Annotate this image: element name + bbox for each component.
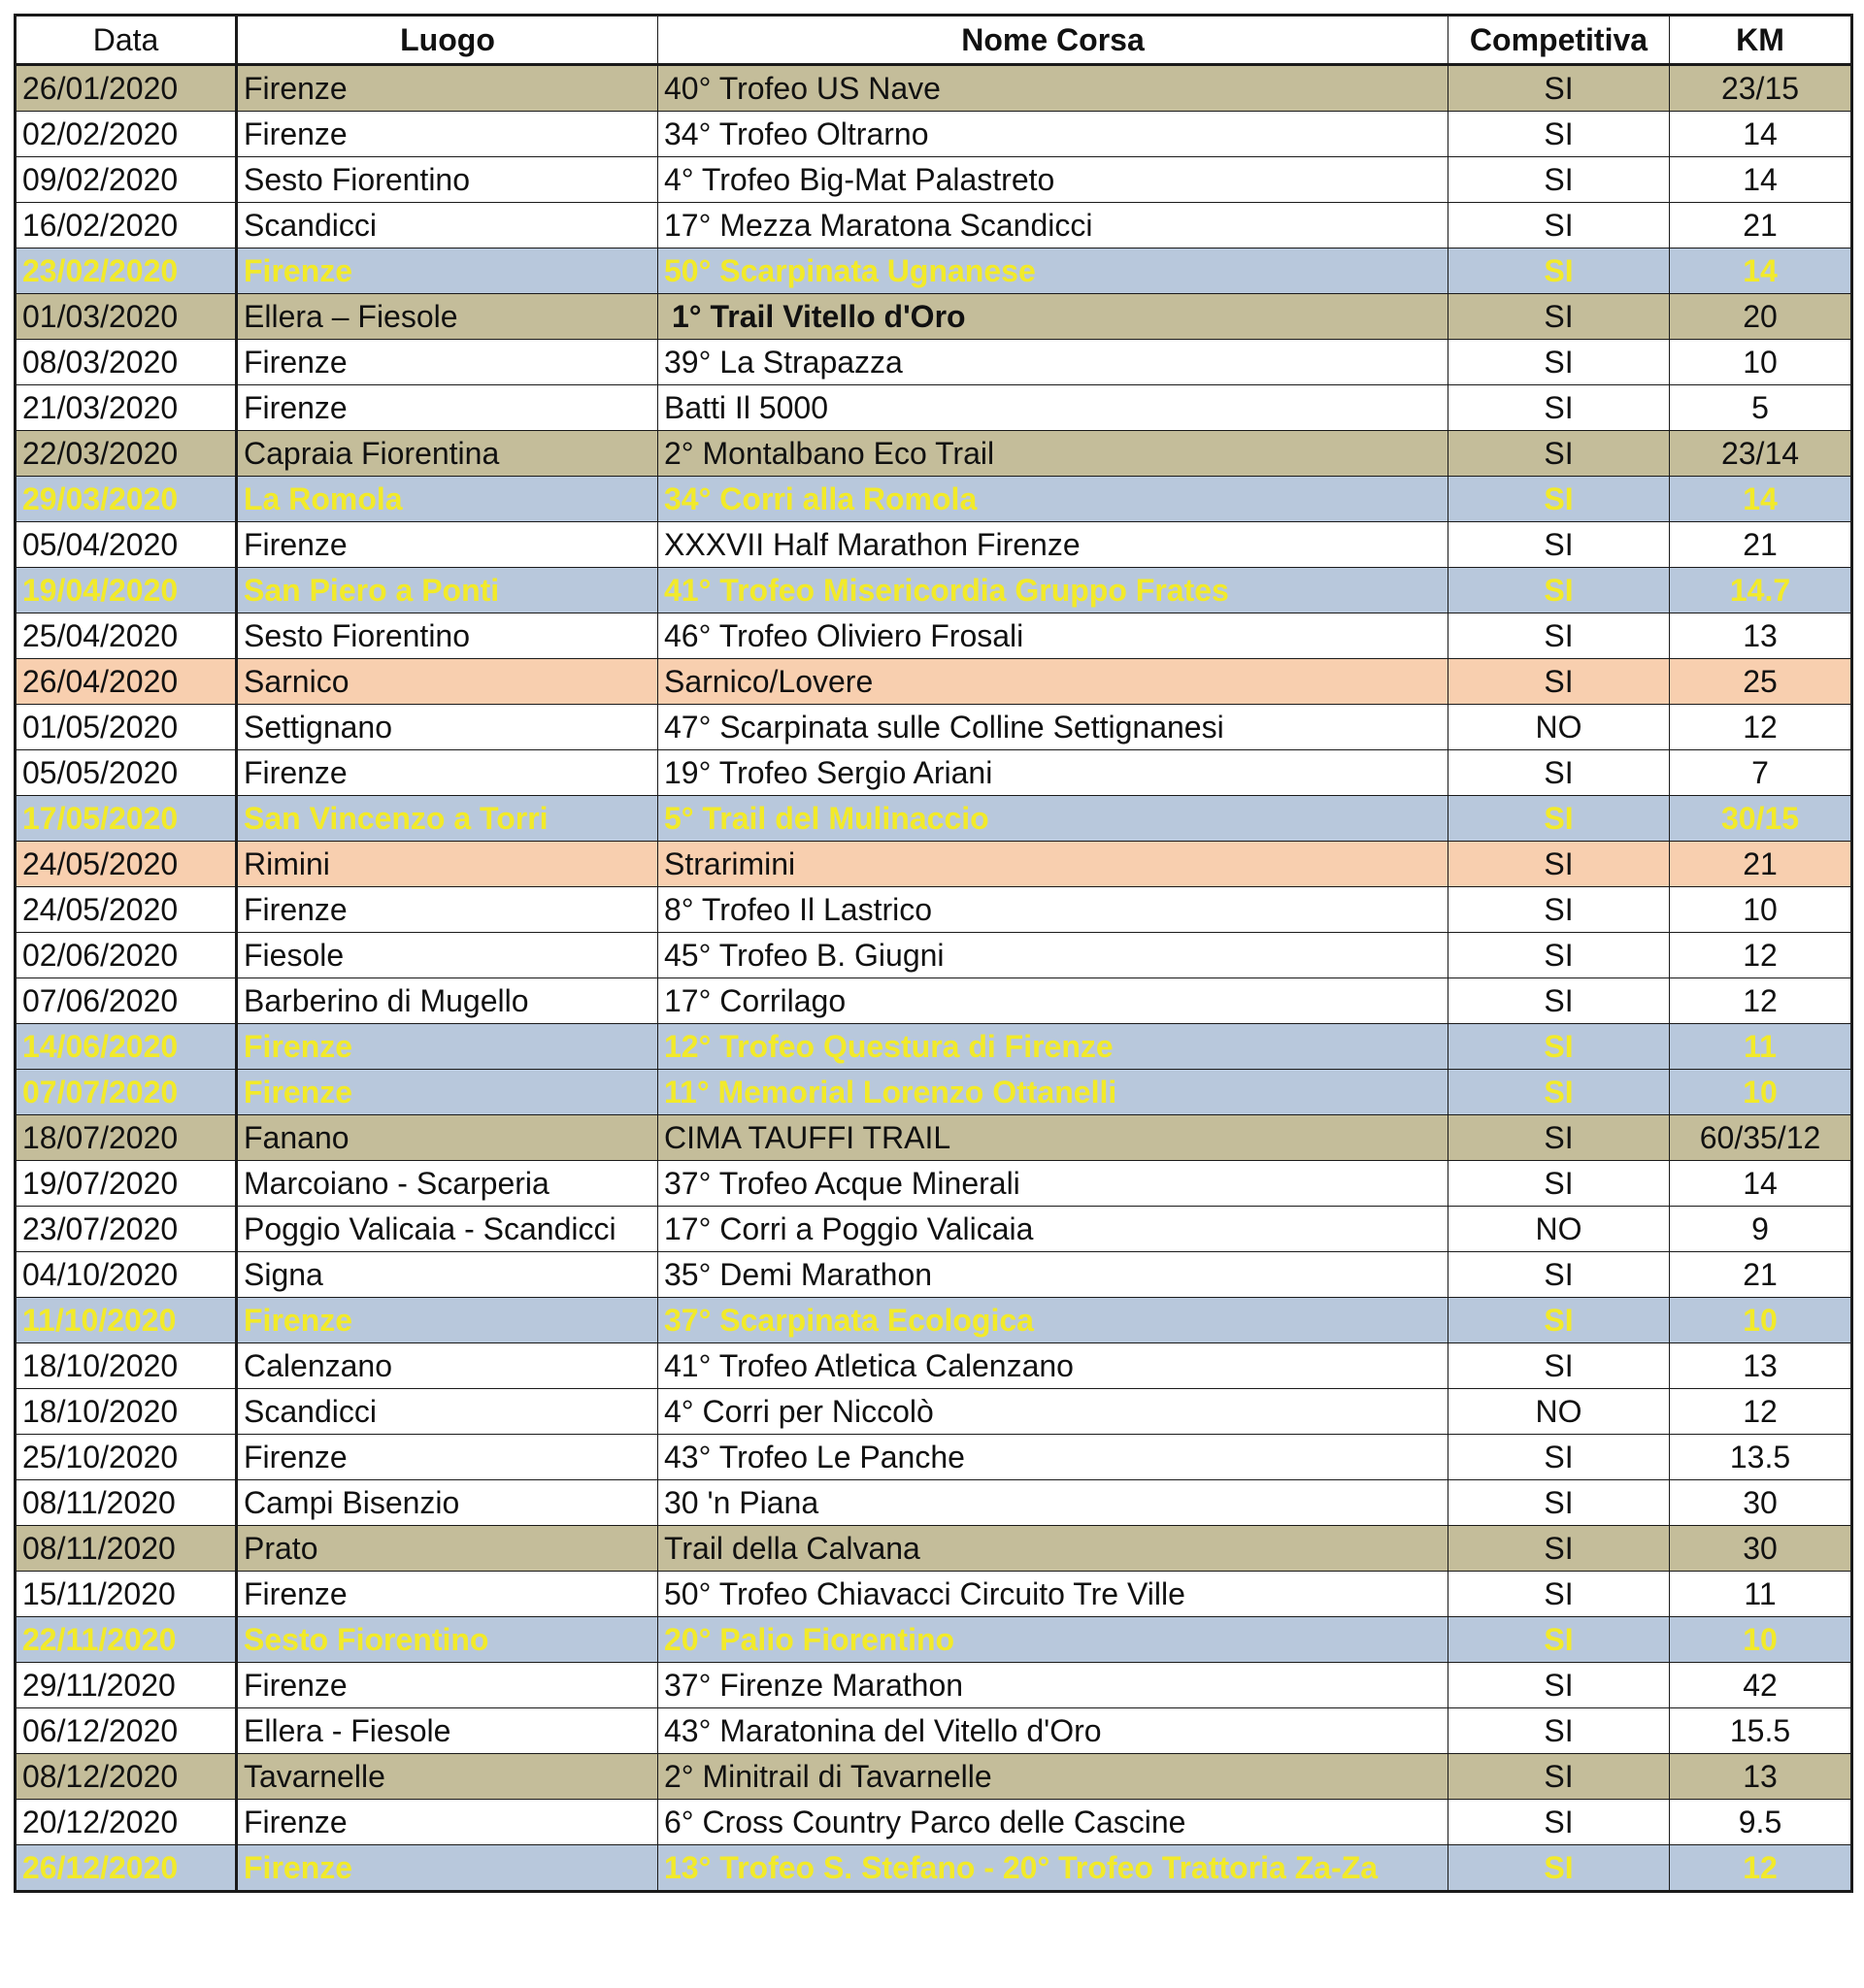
cell-race-name[interactable]: 6° Cross Country Parco delle Cascine — [658, 1800, 1448, 1845]
cell-competitive[interactable]: SI — [1448, 933, 1670, 978]
cell-date[interactable]: 19/04/2020 — [16, 568, 237, 613]
cell-km[interactable]: 14 — [1670, 112, 1852, 157]
table-row — [16, 248, 1852, 294]
cell-place[interactable]: Firenze — [237, 1024, 658, 1070]
cell-race-name[interactable]: CIMA TAUFFI TRAIL — [658, 1115, 1448, 1161]
cell-date[interactable]: 18/10/2020 — [16, 1389, 237, 1435]
cell-place[interactable]: San Vincenzo a Torri — [237, 796, 658, 842]
cell-place[interactable]: Firenze — [237, 1800, 658, 1845]
cell-date[interactable]: 23/07/2020 — [16, 1207, 237, 1252]
cell-race-name[interactable]: 35° Demi Marathon — [658, 1252, 1448, 1298]
table-row — [16, 568, 1852, 613]
cell-date[interactable]: 23/02/2020 — [16, 248, 237, 294]
table-row — [16, 1343, 1852, 1389]
table-row — [16, 1298, 1852, 1343]
cell-race-name[interactable]: 37° Scarpinata Ecologica — [658, 1298, 1448, 1343]
cell-race-name[interactable]: 47° Scarpinata sulle Colline Settignanesi — [658, 705, 1448, 750]
cell-date[interactable]: 07/07/2020 — [16, 1070, 237, 1115]
cell-date[interactable]: 19/07/2020 — [16, 1161, 237, 1207]
cell-date[interactable]: 18/07/2020 — [16, 1115, 237, 1161]
cell-race-name[interactable]: 20° Palio Fiorentino — [658, 1617, 1448, 1663]
table-row — [16, 1115, 1852, 1161]
cell-race-name[interactable]: 34° Corri alla Romola — [658, 477, 1448, 522]
table-row — [16, 887, 1852, 933]
cell-date[interactable]: 25/04/2020 — [16, 613, 237, 659]
table-row — [16, 203, 1852, 248]
cell-km[interactable]: 14 — [1670, 157, 1852, 203]
cell-competitive[interactable]: SI — [1448, 1024, 1670, 1070]
cell-competitive[interactable]: SI — [1448, 248, 1670, 294]
cell-date[interactable]: 15/11/2020 — [16, 1572, 237, 1617]
cell-date[interactable]: 01/03/2020 — [16, 294, 237, 340]
cell-km[interactable]: 14.7 — [1670, 568, 1852, 613]
table-row — [16, 1663, 1852, 1708]
cell-race-name[interactable]: 43° Trofeo Le Panche — [658, 1435, 1448, 1480]
cell-race-name[interactable]: 4° Trofeo Big-Mat Palastreto — [658, 157, 1448, 203]
cell-competitive[interactable]: SI — [1448, 750, 1670, 796]
table-row — [16, 978, 1852, 1024]
cell-competitive[interactable]: SI — [1448, 1526, 1670, 1572]
cell-competitive[interactable]: SI — [1448, 157, 1670, 203]
table-row — [16, 477, 1852, 522]
table-row — [16, 1207, 1852, 1252]
header-place[interactable]: Luogo — [237, 16, 658, 65]
cell-race-name[interactable]: 45° Trofeo B. Giugni — [658, 933, 1448, 978]
cell-competitive[interactable]: SI — [1448, 65, 1670, 112]
cell-place[interactable]: Barberino di Mugello — [237, 978, 658, 1024]
cell-km[interactable]: 12 — [1670, 705, 1852, 750]
cell-race-name[interactable]: 34° Trofeo Oltrarno — [658, 112, 1448, 157]
table-row — [16, 1617, 1852, 1663]
cell-place[interactable]: Sesto Fiorentino — [237, 1617, 658, 1663]
cell-place[interactable]: Firenze — [237, 887, 658, 933]
cell-place[interactable]: Sarnico — [237, 659, 658, 705]
cell-race-name[interactable]: 50° Scarpinata Ugnanese — [658, 248, 1448, 294]
cell-km[interactable]: 10 — [1670, 1298, 1852, 1343]
cell-place[interactable]: Sesto Fiorentino — [237, 157, 658, 203]
cell-place[interactable]: Calenzano — [237, 1343, 658, 1389]
cell-date[interactable]: 26/01/2020 — [16, 65, 237, 112]
table-row — [16, 1480, 1852, 1526]
cell-competitive[interactable]: SI — [1448, 887, 1670, 933]
cell-km[interactable]: 5 — [1670, 385, 1852, 431]
cell-place[interactable]: Firenze — [237, 340, 658, 385]
cell-competitive[interactable]: SI — [1448, 796, 1670, 842]
cell-competitive[interactable]: SI — [1448, 1800, 1670, 1845]
table-row — [16, 1070, 1852, 1115]
cell-place[interactable]: Scandicci — [237, 1389, 658, 1435]
cell-competitive[interactable]: SI — [1448, 1161, 1670, 1207]
cell-race-name[interactable]: 13° Trofeo S. Stefano - 20° Trofeo Trattoria Za-Za — [658, 1845, 1448, 1892]
table-row — [16, 1161, 1852, 1207]
header-competitive[interactable]: Competitiva — [1448, 16, 1670, 65]
cell-competitive[interactable]: SI — [1448, 978, 1670, 1024]
cell-competitive[interactable]: SI — [1448, 1845, 1670, 1892]
cell-km[interactable]: 11 — [1670, 1024, 1852, 1070]
cell-competitive[interactable]: NO — [1448, 1389, 1670, 1435]
cell-place[interactable]: Scandicci — [237, 203, 658, 248]
cell-competitive[interactable]: SI — [1448, 1480, 1670, 1526]
cell-competitive[interactable]: SI — [1448, 1115, 1670, 1161]
cell-place[interactable]: Firenze — [237, 65, 658, 112]
table-row — [16, 750, 1852, 796]
table-row — [16, 1572, 1852, 1617]
table-row — [16, 1845, 1852, 1892]
cell-km[interactable]: 60/35/12 — [1670, 1115, 1852, 1161]
cell-date[interactable]: 11/10/2020 — [16, 1298, 237, 1343]
table-row — [16, 842, 1852, 887]
table-row — [16, 796, 1852, 842]
cell-km[interactable]: 11 — [1670, 1572, 1852, 1617]
cell-race-name[interactable]: 5° Trail del Mulinaccio — [658, 796, 1448, 842]
cell-place[interactable]: Firenze — [237, 1572, 658, 1617]
cell-competitive[interactable]: SI — [1448, 385, 1670, 431]
cell-place[interactable]: Firenze — [237, 1298, 658, 1343]
cell-place[interactable]: Firenze — [237, 750, 658, 796]
cell-km[interactable]: 23/15 — [1670, 65, 1852, 112]
table-row — [16, 613, 1852, 659]
cell-date[interactable]: 14/06/2020 — [16, 1024, 237, 1070]
cell-km[interactable]: 13 — [1670, 1343, 1852, 1389]
cell-date[interactable]: 05/05/2020 — [16, 750, 237, 796]
cell-km[interactable]: 13 — [1670, 613, 1852, 659]
cell-race-name[interactable]: 11° Memorial Lorenzo Ottanelli — [658, 1070, 1448, 1115]
cell-km[interactable]: 20 — [1670, 294, 1852, 340]
cell-place[interactable]: Firenze — [237, 385, 658, 431]
cell-date[interactable]: 05/04/2020 — [16, 522, 237, 568]
cell-km[interactable]: 42 — [1670, 1663, 1852, 1708]
cell-race-name[interactable]: Strarimini — [658, 842, 1448, 887]
cell-date[interactable]: 24/05/2020 — [16, 842, 237, 887]
cell-competitive[interactable]: SI — [1448, 1754, 1670, 1800]
cell-place[interactable]: Ellera – Fiesole — [237, 294, 658, 340]
table-row — [16, 1024, 1852, 1070]
cell-competitive[interactable]: SI — [1448, 1070, 1670, 1115]
cell-place[interactable]: Firenze — [237, 1070, 658, 1115]
cell-place[interactable]: Ellera - Fiesole — [237, 1708, 658, 1754]
cell-place[interactable]: Firenze — [237, 248, 658, 294]
cell-km[interactable]: 10 — [1670, 1070, 1852, 1115]
cell-date[interactable]: 26/12/2020 — [16, 1845, 237, 1892]
cell-km[interactable]: 7 — [1670, 750, 1852, 796]
cell-place[interactable]: Sesto Fiorentino — [237, 613, 658, 659]
cell-place[interactable]: Firenze — [237, 1435, 658, 1480]
cell-km[interactable]: 25 — [1670, 659, 1852, 705]
cell-date[interactable]: 17/05/2020 — [16, 796, 237, 842]
cell-competitive[interactable]: SI — [1448, 477, 1670, 522]
cell-place[interactable]: Tavarnelle — [237, 1754, 658, 1800]
cell-race-name[interactable]: 17° Corrilago — [658, 978, 1448, 1024]
cell-date[interactable]: 25/10/2020 — [16, 1435, 237, 1480]
table-row — [16, 112, 1852, 157]
cell-date[interactable]: 29/03/2020 — [16, 477, 237, 522]
cell-km[interactable]: 14 — [1670, 1161, 1852, 1207]
race-calendar-sheet — [14, 14, 1850, 1893]
cell-race-name[interactable]: 41° Trofeo Misericordia Gruppo Frates — [658, 568, 1448, 613]
cell-km[interactable]: 14 — [1670, 477, 1852, 522]
cell-date[interactable]: 16/02/2020 — [16, 203, 237, 248]
cell-date[interactable]: 21/03/2020 — [16, 385, 237, 431]
cell-km[interactable]: 10 — [1670, 340, 1852, 385]
cell-place[interactable]: Poggio Valicaia - Scandicci — [237, 1207, 658, 1252]
cell-race-name[interactable]: 30 'n Piana — [658, 1480, 1448, 1526]
cell-competitive[interactable]: SI — [1448, 340, 1670, 385]
cell-place[interactable]: Prato — [237, 1526, 658, 1572]
cell-competitive[interactable]: SI — [1448, 1343, 1670, 1389]
cell-date[interactable]: 29/11/2020 — [16, 1663, 237, 1708]
cell-race-name[interactable]: 40° Trofeo US Nave — [658, 65, 1448, 112]
cell-competitive[interactable]: SI — [1448, 1435, 1670, 1480]
cell-place[interactable]: Firenze — [237, 1845, 658, 1892]
cell-place[interactable]: Campi Bisenzio — [237, 1480, 658, 1526]
cell-competitive[interactable]: SI — [1448, 522, 1670, 568]
cell-date[interactable]: 26/04/2020 — [16, 659, 237, 705]
table-row — [16, 65, 1852, 112]
cell-date[interactable]: 08/12/2020 — [16, 1754, 237, 1800]
table-row — [16, 1800, 1852, 1845]
table-row — [16, 1389, 1852, 1435]
cell-competitive[interactable]: SI — [1448, 659, 1670, 705]
race-rows — [16, 65, 1852, 1892]
header-km[interactable]: KM — [1670, 16, 1852, 65]
cell-km[interactable]: 13 — [1670, 1754, 1852, 1800]
cell-date[interactable]: 22/03/2020 — [16, 431, 237, 477]
cell-date[interactable]: 06/12/2020 — [16, 1708, 237, 1754]
table-row — [16, 933, 1852, 978]
header-date[interactable]: Data — [16, 16, 237, 65]
cell-competitive[interactable]: SI — [1448, 568, 1670, 613]
cell-date[interactable]: 08/11/2020 — [16, 1480, 237, 1526]
table-row — [16, 1526, 1852, 1572]
cell-race-name[interactable]: 17° Mezza Maratona Scandicci — [658, 203, 1448, 248]
cell-place[interactable]: Settignano — [237, 705, 658, 750]
table-row — [16, 1708, 1852, 1754]
cell-place[interactable]: Fiesole — [237, 933, 658, 978]
cell-competitive[interactable]: SI — [1448, 1252, 1670, 1298]
cell-km[interactable]: 23/14 — [1670, 431, 1852, 477]
cell-race-name[interactable]: 17° Corri a Poggio Valicaia — [658, 1207, 1448, 1252]
cell-km[interactable]: 9 — [1670, 1207, 1852, 1252]
cell-competitive[interactable]: SI — [1448, 112, 1670, 157]
cell-place[interactable]: Rimini — [237, 842, 658, 887]
cell-race-name[interactable]: 46° Trofeo Oliviero Frosali — [658, 613, 1448, 659]
cell-competitive[interactable]: SI — [1448, 1572, 1670, 1617]
cell-competitive[interactable]: SI — [1448, 1617, 1670, 1663]
cell-competitive[interactable]: SI — [1448, 1663, 1670, 1708]
cell-competitive[interactable]: SI — [1448, 431, 1670, 477]
cell-competitive[interactable]: SI — [1448, 1708, 1670, 1754]
cell-race-name[interactable]: 41° Trofeo Atletica Calenzano — [658, 1343, 1448, 1389]
cell-competitive[interactable]: SI — [1448, 294, 1670, 340]
cell-km[interactable]: 12 — [1670, 1845, 1852, 1892]
cell-date[interactable]: 02/06/2020 — [16, 933, 237, 978]
cell-km[interactable]: 10 — [1670, 887, 1852, 933]
cell-date[interactable]: 09/02/2020 — [16, 157, 237, 203]
cell-date[interactable]: 08/03/2020 — [16, 340, 237, 385]
cell-race-name[interactable]: XXXVII Half Marathon Firenze — [658, 522, 1448, 568]
cell-race-name[interactable]: 2° Minitrail di Tavarnelle — [658, 1754, 1448, 1800]
table-row — [16, 1754, 1852, 1800]
cell-competitive[interactable]: SI — [1448, 203, 1670, 248]
cell-race-name[interactable]: 39° La Strapazza — [658, 340, 1448, 385]
cell-race-name[interactable]: 50° Trofeo Chiavacci Circuito Tre Ville — [658, 1572, 1448, 1617]
cell-km[interactable]: 14 — [1670, 248, 1852, 294]
cell-km[interactable]: 12 — [1670, 1389, 1852, 1435]
cell-date[interactable]: 24/05/2020 — [16, 887, 237, 933]
cell-date[interactable]: 04/10/2020 — [16, 1252, 237, 1298]
table-row — [16, 1435, 1852, 1480]
cell-place[interactable]: La Romola — [237, 477, 658, 522]
cell-km[interactable]: 21 — [1670, 842, 1852, 887]
cell-race-name[interactable]: Sarnico/Lovere — [658, 659, 1448, 705]
cell-race-name[interactable]: 19° Trofeo Sergio Ariani — [658, 750, 1448, 796]
cell-date[interactable]: 07/06/2020 — [16, 978, 237, 1024]
table-row — [16, 385, 1852, 431]
table-row — [16, 294, 1852, 340]
cell-date[interactable]: 01/05/2020 — [16, 705, 237, 750]
cell-km[interactable]: 12 — [1670, 933, 1852, 978]
cell-place[interactable]: Fanano — [237, 1115, 658, 1161]
cell-place[interactable]: Marcoiano - Scarperia — [237, 1161, 658, 1207]
cell-race-name[interactable]: 8° Trofeo Il Lastrico — [658, 887, 1448, 933]
cell-km[interactable]: 10 — [1670, 1617, 1852, 1663]
cell-km[interactable]: 12 — [1670, 978, 1852, 1024]
table-row — [16, 1252, 1852, 1298]
cell-km[interactable]: 21 — [1670, 1252, 1852, 1298]
cell-date[interactable]: 20/12/2020 — [16, 1800, 237, 1845]
cell-km[interactable]: 21 — [1670, 522, 1852, 568]
cell-km[interactable]: 13.5 — [1670, 1435, 1852, 1480]
cell-competitive[interactable]: NO — [1448, 1207, 1670, 1252]
cell-race-name[interactable]: 37° Trofeo Acque Minerali — [658, 1161, 1448, 1207]
cell-km[interactable]: 15.5 — [1670, 1708, 1852, 1754]
cell-competitive[interactable]: SI — [1448, 613, 1670, 659]
cell-race-name[interactable]: 37° Firenze Marathon — [658, 1663, 1448, 1708]
cell-km[interactable]: 9.5 — [1670, 1800, 1852, 1845]
cell-race-name[interactable]: Batti Il 5000 — [658, 385, 1448, 431]
cell-place[interactable]: Capraia Fiorentina — [237, 431, 658, 477]
cell-race-name[interactable]: 4° Corri per Niccolò — [658, 1389, 1448, 1435]
cell-place[interactable]: Firenze — [237, 1663, 658, 1708]
table-row — [16, 659, 1852, 705]
header-race-name[interactable]: Nome Corsa — [658, 16, 1448, 65]
header-row — [16, 16, 1852, 65]
table-row — [16, 431, 1852, 477]
cell-race-name[interactable]: 12° Trofeo Questura di Firenze — [658, 1024, 1448, 1070]
cell-place[interactable]: Signa — [237, 1252, 658, 1298]
cell-km[interactable]: 30/15 — [1670, 796, 1852, 842]
cell-race-name[interactable]: Trail della Calvana — [658, 1526, 1448, 1572]
cell-km[interactable]: 30 — [1670, 1526, 1852, 1572]
cell-competitive[interactable]: SI — [1448, 1298, 1670, 1343]
cell-race-name[interactable]: 2° Montalbano Eco Trail — [658, 431, 1448, 477]
cell-competitive[interactable]: SI — [1448, 842, 1670, 887]
cell-place[interactable]: Firenze — [237, 112, 658, 157]
cell-km[interactable]: 30 — [1670, 1480, 1852, 1526]
cell-km[interactable]: 21 — [1670, 203, 1852, 248]
cell-place[interactable]: Firenze — [237, 522, 658, 568]
cell-race-name[interactable]: 43° Maratonina del Vitello d'Oro — [658, 1708, 1448, 1754]
table-row — [16, 705, 1852, 750]
cell-competitive[interactable]: NO — [1448, 705, 1670, 750]
cell-date[interactable]: 02/02/2020 — [16, 112, 237, 157]
cell-date[interactable]: 22/11/2020 — [16, 1617, 237, 1663]
table-row — [16, 157, 1852, 203]
cell-race-name[interactable]: 1° Trail Vitello d'Oro — [658, 294, 1448, 340]
cell-date[interactable]: 18/10/2020 — [16, 1343, 237, 1389]
table-row — [16, 522, 1852, 568]
table-row — [16, 340, 1852, 385]
cell-date[interactable]: 08/11/2020 — [16, 1526, 237, 1572]
cell-place[interactable]: San Piero a Ponti — [237, 568, 658, 613]
race-calendar-table — [14, 14, 1853, 1893]
